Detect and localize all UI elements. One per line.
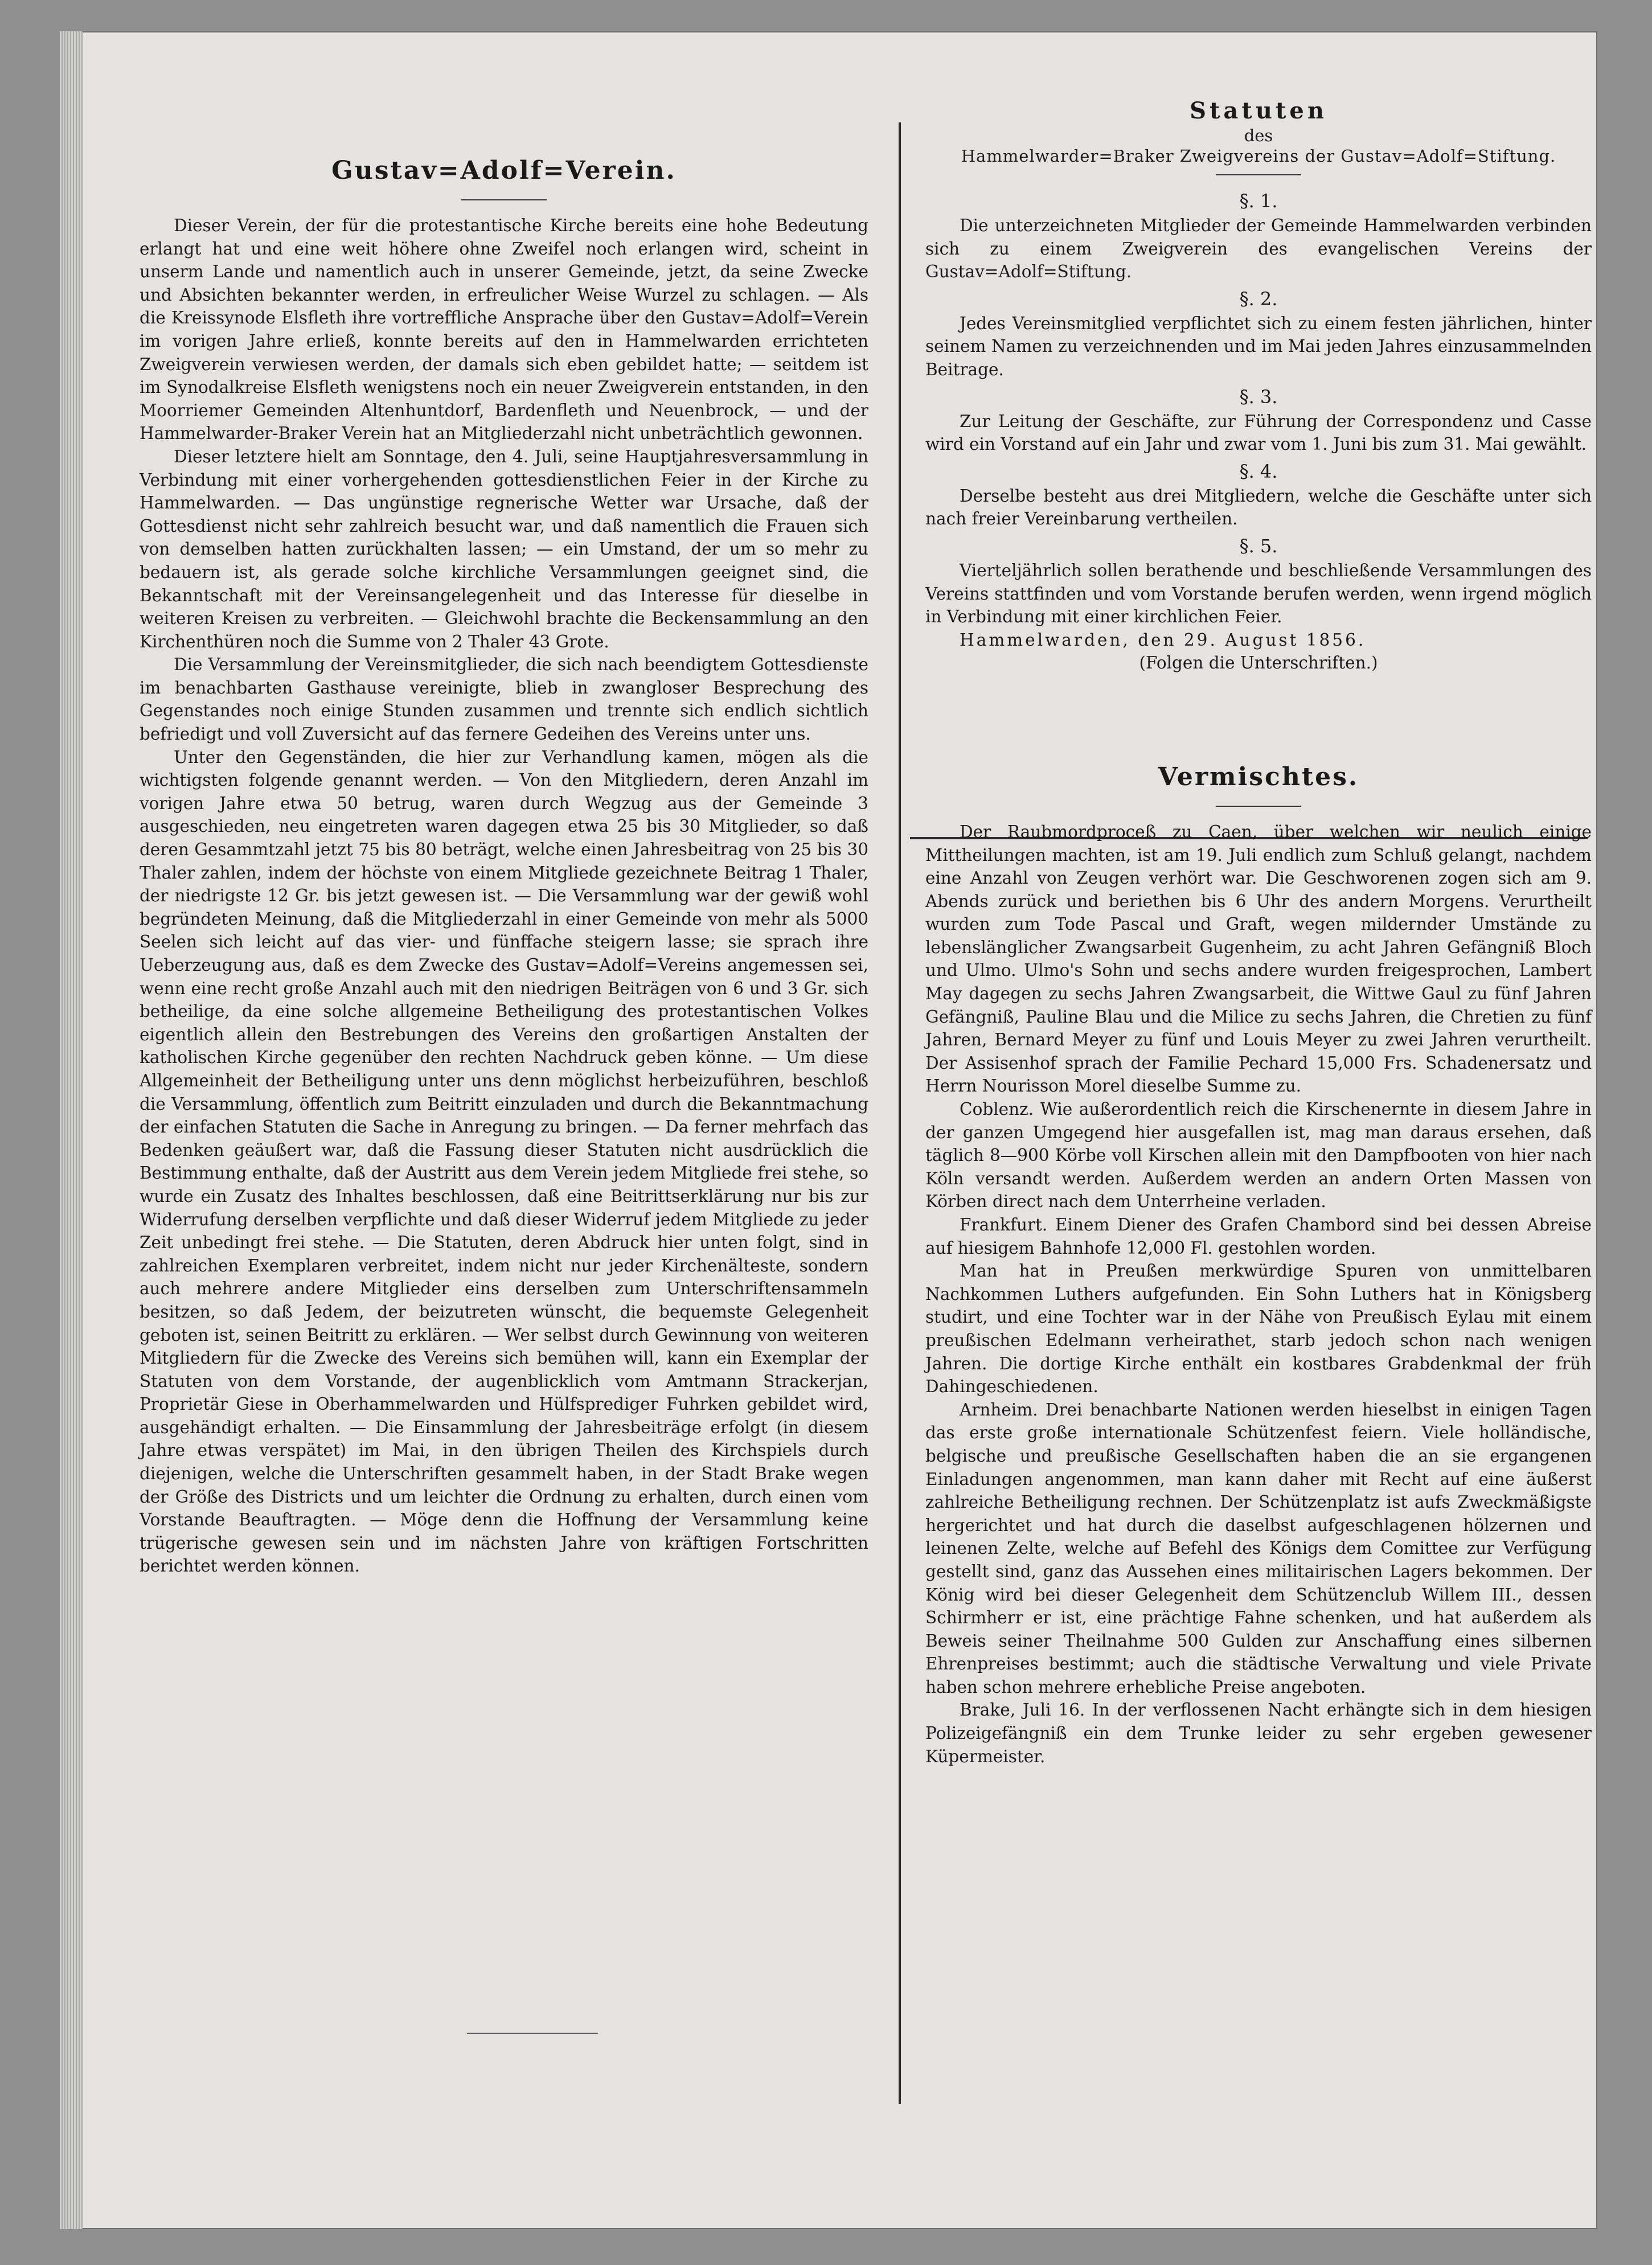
- section-text: Vierteljährlich sollen berathende und beschließende Versammlungen des Vereins stattfinden und vom Vorstande berufen werden, wenn irgend möglich in Verbindung mit einer kirchlichen Feier.: [925, 560, 1592, 627]
- news-item: Brake, Juli 16. In der verflossenen Nacht erhängte sich in dem hiesigen Polizeigefängniß ein dem Trunke leider zu sehr ergeben gewesener Küpermeister.: [925, 1700, 1592, 1766]
- article-paragraph: Dieser letztere hielt am Sonntage, den 4. Juli, seine Hauptjahresversammlung in Verbindung mit einer vorhergehenden gottesdienstlichen Feier in der Kirche zu Hammelwarden. — Das ungünstige regnerische Wetter war Ursache, daß der Gottesdienst nicht sehr zahlreich besucht war, und daß namentlich die Frauen sich von demselben hatten zurückhalten lassen; — ein Umstand, der um so mehr zu bedauern ist, als gerade solche kirchliche Versammlungen geeignet sind, die Bekanntschaft mit der Vereinsangelegenheit und das Interesse für dieselbe in weiteren Kreisen zu verbreiten. — Gleichwohl brachte die Beckensammlung an den Kirchenthüren noch die Summe von 2 Thaler 43 Grote.: [140, 446, 868, 651]
- vermischtes-rule: [1216, 806, 1301, 807]
- section-text: Derselbe besteht aus drei Mitgliedern, welche die Geschäfte unter sich nach freier Vereinbarung vertheilen.: [925, 486, 1592, 529]
- statuten-rule: [1216, 174, 1301, 175]
- section-text: Die unterzeichneten Mitglieder der Gemeinde Hammelwarden verbinden sich zu einem Zweigverein des evangelischen Vereins der Gustav=Adolf=Stiftung.: [925, 216, 1592, 282]
- news-item: Man hat in Preußen merkwürdige Spuren von unmittelbaren Nachkommen Luthers aufgefunden. Ein Sohn Luthers hat in Königsberg studirt, und eine Tochter war in der Nähe von Preußisch Eylau mit einem preußischen Edelmann verheirathet, starb jedoch schon nach wenigen Jahren. Die dortige Kirche enthält ein kostbares Grabdenkmal der früh Dahingeschiedenen.: [925, 1261, 1592, 1397]
- statuten-subtitle: Hammelwarder=Braker Zweigvereins der Gustav=Adolf=Stiftung.: [961, 146, 1556, 166]
- section-text: Zur Leitung der Geschäfte, zur Führung der Correspondenz und Casse wird ein Vorstand auf ein Jahr und zwar vom 1. Juni bis zum 31. Mai gewählt.: [925, 411, 1592, 454]
- news-item: Arnheim. Drei benachbarte Nationen werden hieselbst in einigen Tagen das erste große internationale Schützenfest feiern. Viele holländische, belgische und preußische Gesellschaften haben die an sie ergangenen Einladungen angenommen, man kann daher mit Recht auf eine äußerst zahlreiche Betheiligung rechnen. Der Schützenplatz ist aufs Zweckmäßigste hergerichtet und hat durch die daselbst aufgeschlagenen hölzernen und leinenen Zelte, welche auf Befehl des Königs dem Comittee zur Verfügung gestellt sind, ganz das Aussehen eines militairischen Lagers bekommen. Der König wird bei dieser Gelegenheit dem Schützenclub Willem III., dessen Schirmherr er ist, eine prächtige Fahne schenken, und hat außerdem als Beweis seiner Theilnahme 500 Gulden zur Anschaffung eines silbernen Ehrenpreises bestimmt; auch die städtische Verwaltung und viele Private haben schon mehrere erhebliche Preise angeboten.: [925, 1400, 1592, 1697]
- section-number: §. 5.: [1239, 535, 1278, 557]
- statuten-des: des: [1244, 126, 1273, 145]
- right-column: [925, 97, 1592, 1768]
- date-line: Hammelwarden, den 29. August 1856.: [960, 630, 1366, 650]
- news-item: Coblenz. Wie außerordentlich reich die Kirschenernte in diesem Jahre in der ganzen Umgegend hier ausgefallen ist, mag man daraus ersehen, daß täglich 8—900 Körbe voll Kirschen allein mit den Dampfbooten von hier nach Köln versandt werden. Außerdem werden an andern Orten Massen von Körben direct nach dem Unterrheine verladen.: [925, 1099, 1592, 1212]
- article-paragraph: Die Versammlung der Vereinsmitglieder, die sich nach beendigtem Gottesdienste im benachbarten Gasthause vereinigte, blieb in zwangloser Besprechung des Gegenstandes noch einige Stunden zusammen und trennte sich endlich sichtlich befriedigt und voll Zuversicht auf das fernere Gedeihen des Vereins unter uns.: [140, 655, 868, 744]
- section-number: §. 4.: [1239, 460, 1278, 482]
- vermischtes-heading: Vermischtes.: [1158, 762, 1359, 791]
- news-item: Frankfurt. Einem Diener des Grafen Chambord sind bei dessen Abreise auf hiesigem Bahnhofe 12,000 Fl. gestohlen worden.: [925, 1215, 1592, 1258]
- article-paragraph: Unter den Gegenständen, die hier zur Verhandlung kamen, mögen als die wichtigsten folgende genannt werden. — Von den Mitgliedern, deren Anzahl im vorigen Jahre etwa 50 betrug, waren durch Wegzug aus der Gemeinde 3 ausgeschieden, neu eingetreten waren dagegen etwa 25 bis 30 Mitglieder, so daß deren Gesammtzahl jetzt 75 bis 80 beträgt, welche einen Jahresbeitrag von 25 bis 30 Thaler zahlen, indem der höchste von einem Mitgliede gezeichnete Beitrag 1 Thaler, der niedrigste 12 Gr. bis jetzt gewesen ist. — Die Versammlung war der gewiß wohl begründeten Meinung, daß die Mitgliederzahl in einer Gemeinde von mehr als 5000 Seelen sich leicht auf das vier- und fünffache steigern lasse; sie sprach ihre Ueberzeugung aus, daß es dem Zwecke des Gustav=Adolf=Vereins angemessen sei, wenn eine recht große Anzahl auch mit den niedrigen Beiträgen von 6 und 3 Gr. sich betheilige, da eine solche allgemeine Betheiligung des protestantischen Volkes eigentlich allein den Bestrebungen des Vereins den großartigen Anstalten der katholischen Kirche gegenüber den rechten Nachdruck geben könne. — Um diese Allgemeinheit der Betheiligung unter uns denn möglichst herbeizuführen, beschloß die Versammlung, öffentlich zum Beitritt einzuladen und durch die Bekanntmachung der einfachen Statuten die Sache in Anregung zu bringen. — Da ferner mehrfach das Bedenken geäußert war, daß die Fassung dieser Statuten nicht ausdrücklich die Bestimmung enthalte, daß der Austritt aus dem Verein jedem Mitgliede frei stehe, so wurde ein Zusatz des Inhaltes beschlossen, daß eine Beitrittserklärung nur bis zur Widerrufung derselben verpflichte und daß dieser Widerruf jedem Mitgliede zu jeder Zeit unbedingt frei stehe. — Die Statuten, deren Abdruck hier unten folgt, sind in zahlreichen Exemplaren verbreitet, indem nicht nur jeder Kirchenälteste, sondern auch mehrere andere Mitglieder eins derselben zum Unterschriftensammeln besitzen, so daß Jedem, der beizutreten wünscht, die bequemste Gelegenheit geboten ist, seinen Beitritt zu erklären. — Wer selbst durch Gewinnung von weiteren Mitgliedern für die Zwecke des Vereins sich bemühen will, kann ein Exemplar der Statuten von dem Vorstande, der augenblicklich vom Amtmann Strackerjan, Proprietär Giese in Oberhammelwarden und Hülfsprediger Fuhrken gebildet wird, ausgehändigt erhalten. — Die Einsammlung der Jahresbeiträge erfolgt (in diesem Jahre etwas verspätet) im Mai, in den übrigen Theilen des Kirchspiels durch diejenigen, welche die Unterschriften gesammelt haben, in der Stadt Brake wegen der Größe des Districts und um leichter die Ordnung zu erhalten, durch einen vom Vorstande Beauftragten. — Möge denn die Hoffnung der Versammlung keine trügerische gewesen sein und im nächsten Jahre von kräftigen Fortschritten berichtet werden können.: [140, 747, 868, 1576]
- column-divider: [899, 122, 901, 2104]
- section-number: §. 3.: [1239, 385, 1278, 408]
- gustav-adolf-heading: Gustav=Adolf=Verein.: [331, 156, 677, 185]
- statuten-header: [925, 97, 1592, 175]
- section-number: §. 1.: [1239, 190, 1278, 212]
- statuten-title: Statuten: [1190, 97, 1327, 124]
- end-rule: [467, 2033, 598, 2034]
- heading-rule: [461, 199, 547, 200]
- signatures-note: (Folgen die Unterschriften.): [1139, 653, 1378, 673]
- section-number: §. 2.: [1239, 288, 1278, 310]
- section-text: Jedes Vereinsmitglied verpflichtet sich zu einem festen jährlichen, hinter seinem Namen zu verzeichnenden und im Mai jeden Jahres einzusammelnden Beitrage.: [925, 313, 1592, 379]
- page-edge: [60, 31, 83, 2229]
- left-column: [140, 97, 868, 1578]
- article-paragraph: Dieser Verein, der für die protestantische Kirche bereits eine hohe Bedeutung erlangt hat und eine weit höhere ohne Zweifel noch erlangen wird, scheint in unserm Lande und namentlich auch in unserer Gemeinde, jetzt, da seine Zwecke und Absichten bekannter werden, in erfreulicher Weise Wurzel zu schlagen. — Als die Kreissynode Elsfleth ihre vortreffliche Ansprache über den Gustav=Adolf=Verein im vorigen Jahre erließ, konnte bereits auf den in Hammelwarden errichteten Zweigverein verwiesen werden, der damals sich eben gebildet hatte; — seitdem ist im Synodalkreise Elsfleth wenigstens noch ein neuer Zweigverein entstanden, in den Moorriemer Gemeinden Altenhuntdorf, Bardenfleth und Neuenbrock, — und der Hammelwarder-Braker Verein hat an Mitgliederzahl nicht unbeträchtlich gewonnen.: [140, 216, 868, 444]
- news-item: Der Raubmordproceß zu Caen, über welchen wir neulich einige Mittheilungen machten, ist am 19. Juli endlich zum Schluß gelangt, nachdem eine Anzahl von Zeugen verhört war. Die Geschworenen zogen sich am 9. Abends zurück und beriethen bis 6 Uhr des andern Morgens. Verurtheilt wurden zum Tode Pascal und Graft, wegen mildernder Umstände zu lebenslänglicher Zwangsarbeit Gugenheim, zu acht Jahren Gefängniß Bloch und Ulmo. Ulmo's Sohn und sechs andere wurden freigesprochen, Lambert May dagegen zu sechs Jahren Zwangsarbeit, die Wittwe Gaul zu fünf Jahren Gefängniß, Pauline Blau und die Milice zu sechs Jahren, die Chretien zu fünf Jahren, Bernard Meyer zu fünf und Louis Meyer zu zwei Jahren verurtheilt. Der Assisenhof sprach der Familie Pechard 15,000 Frs. Schadenersatz und Herrn Nourisson Morel dieselbe Summe zu.: [925, 822, 1592, 1096]
